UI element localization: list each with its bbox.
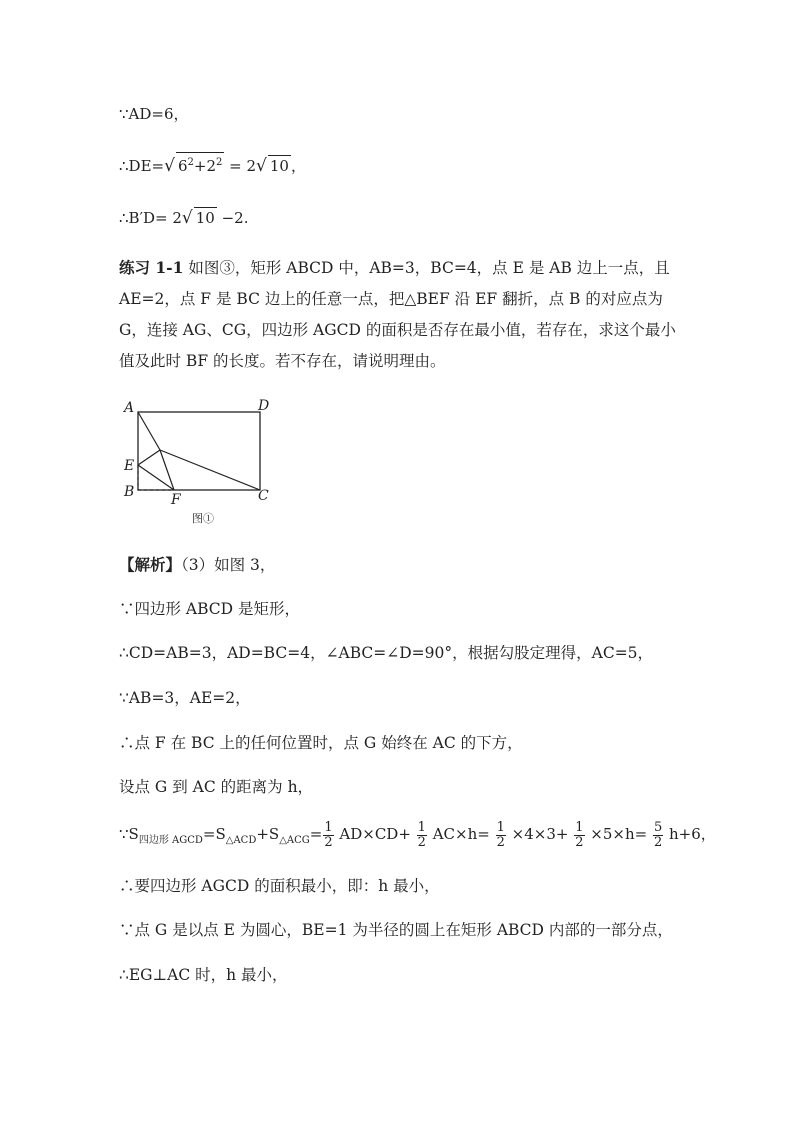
label-c: C — [258, 488, 269, 504]
fraction-half-4: $\frac{1}{2}$ — [575, 819, 584, 850]
solution-line-1: ∵四边形 ABCD 是矩形， — [119, 600, 301, 618]
area-result: h+6， — [664, 825, 716, 843]
exp-a: 2 — [187, 157, 194, 168]
solution-line-3: ∵AB=3，AE=2， — [119, 689, 251, 707]
exercise-text: 如图③，矩形 ABCD 中，AB=3，BC=4，点 E 是 AB 边上一点，且 AE=2，点 F 是 BC 边上的任意一点，把△BEF 沿 EF 翻折，点 B 的对应点为 G，连接 AG、CG，四边形 AGCD 的面积是否存在最小值，若存在，求这个最小值及此时 BF 的长度。若不存在，请说明理由。 — [119, 259, 676, 370]
bd-end: −2. — [216, 209, 249, 227]
rad-b: 2 — [206, 157, 216, 175]
label-a: A — [124, 400, 135, 416]
solution-line-8: ∵点 G 是以点 E 为圆心，BE=1 为半径的圆上在矩形 ABCD 内部的一部分点， — [119, 921, 673, 939]
analysis-rest: （3）如图 3， — [181, 556, 276, 574]
sqrt-10: 10 — [269, 157, 289, 175]
area-term3: ×4×3+ — [506, 825, 574, 843]
solution-line-7: ∴要四边形 AGCD 的面积最小，即：h 最小， — [119, 877, 440, 895]
area-sub-agcd: 四边形 AGCD — [138, 835, 203, 846]
fraction-half-3: $\frac{1}{2}$ — [496, 819, 505, 850]
segment-ef — [138, 465, 174, 490]
label-e: E — [124, 458, 135, 474]
geometry-figure — [118, 392, 288, 532]
rad-a: 6 — [177, 157, 188, 175]
solution-line-area — [119, 818, 716, 857]
de-prefix: ∴DE= — [119, 157, 165, 175]
sqrt-radicand: $6^2+2^2$ — [176, 152, 224, 176]
analysis-label: 【解析】 — [119, 555, 182, 574]
segment-gf — [160, 450, 174, 490]
sqrt-10-b: 10 — [195, 209, 215, 227]
exercise-label: 练习 1-1 — [119, 258, 184, 277]
exercise-paragraph — [119, 252, 679, 377]
sqrt-symbol-3: √ — [181, 208, 193, 228]
area-eq2: = — [309, 825, 323, 843]
line-ad: ∵AD=6， — [119, 105, 189, 123]
sqrt-symbol: √ — [164, 156, 175, 176]
solution-line-4: ∴点 F 在 BC 上的任何位置时，点 G 始终在 AC 的下方， — [119, 734, 523, 752]
line-bd — [119, 207, 248, 228]
bd-prefix: ∴B′D= 2 — [119, 209, 182, 227]
area-term1: AD×CD+ — [334, 825, 416, 843]
de-mid: = 2 — [224, 157, 257, 175]
de-end: ， — [290, 157, 306, 175]
solution-line-9: ∴EG⊥AC 时，h 最小， — [119, 966, 288, 984]
label-d: D — [258, 398, 270, 414]
solution-head — [119, 555, 275, 575]
fraction-half-1: $\frac{1}{2}$ — [324, 819, 333, 850]
area-s: ∵S — [119, 825, 139, 843]
area-plus: +S — [256, 825, 280, 843]
exp-b: 2 — [215, 157, 223, 168]
area-sub-acd: △ACD — [225, 835, 257, 846]
line-de — [119, 152, 306, 176]
segment-eg — [138, 450, 160, 465]
label-f: F — [171, 492, 181, 508]
segment-ag — [138, 412, 160, 450]
solution-line-2: ∴CD=AB=3，AD=BC=4，∠ABC=∠D=90°，根据勾股定理得，AC=5， — [119, 644, 654, 662]
area-term4: ×5×h= — [585, 825, 652, 843]
fraction-half-2: $\frac{1}{2}$ — [417, 819, 426, 850]
area-sub-acg: △ACG — [279, 835, 310, 846]
solution-line-5: 设点 G 到 AC 的距离为 h， — [119, 778, 314, 796]
segment-gc — [160, 450, 260, 490]
area-term2: AC×h= — [427, 825, 495, 843]
area-eq1: =S — [202, 825, 226, 843]
fraction-five-halves: $\frac{5}{2}$ — [653, 819, 663, 850]
sqrt-symbol-2: √ — [256, 156, 267, 176]
figure-caption: 图① — [192, 512, 214, 525]
label-b: B — [124, 484, 135, 500]
